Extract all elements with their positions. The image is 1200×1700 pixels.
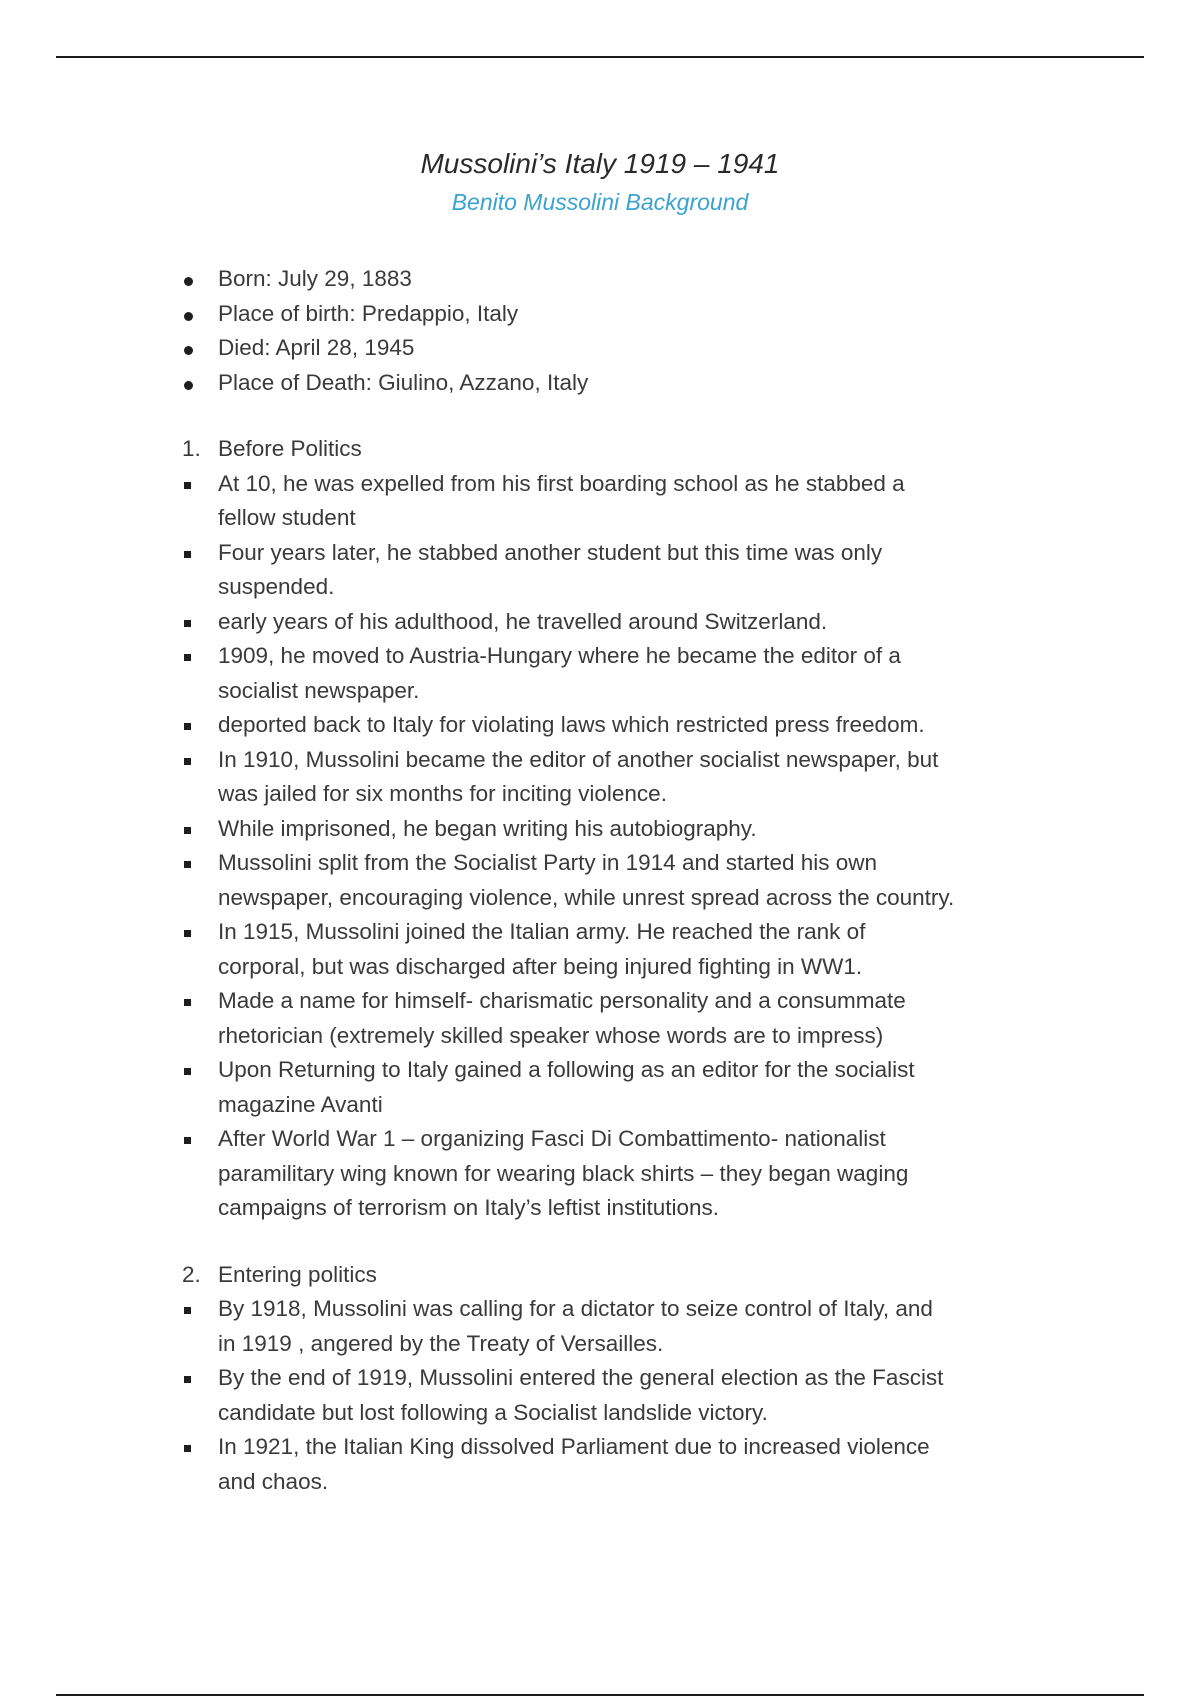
list-item-line [0,674,1200,709]
bullet-square-icon-shape [184,551,191,558]
list-item-line [0,915,1200,950]
bullet-dot-icon-shape [184,277,193,286]
list-item-line [0,708,1200,743]
list-item-line-text: socialist newspaper. [218,677,420,703]
list-item-line [0,1465,1200,1500]
list-item-line-text: At 10, he was expelled from his first boarding school as he stabbed a [218,470,905,496]
list-item-line-text: deported back to Italy for violating laws which restricted press freedom. [218,712,925,737]
fact-item [0,297,1200,332]
section-heading [0,432,1200,467]
list-item-line [0,846,1200,881]
list-item-line-text: Four years later, he stabbed another student but this time was only [218,539,883,565]
list-item-line [0,467,1200,502]
bottom-rule [56,1694,1144,1696]
list-item-line-text: rhetorician (extremely skilled speaker whose words are to impress) [218,1022,884,1048]
bullet-square-icon-shape [184,620,191,627]
bullet-square-icon-shape [184,654,191,661]
list-item-line-text: By the end of 1919, Mussolini entered the general election as the Fascist [218,1365,944,1390]
section-number-text: 2. [182,1261,201,1287]
list-item-line-text: Made a name for himself- charismatic personality and a consummate [218,988,906,1013]
list-item-line-text: By 1918, Mussolini was calling for a dictator to seize control of Italy, and [218,1296,933,1321]
bullet-square-icon-shape [184,999,191,1006]
page-title: Mussolini’s Italy 1919 – 1941 [420,148,780,179]
list-item-line-text: In 1910, Mussolini became the editor of another socialist newspaper, but [218,746,939,772]
fact-item-text: Born: July 29, 1883 [218,266,412,291]
bullet-square-icon-shape [184,1137,191,1144]
list-item-line-text: 1909, he moved to Austria-Hungary where he became the editor of a [218,643,901,668]
list-item-line [0,536,1200,571]
top-rule [56,56,1144,58]
list-item-line-text: While imprisoned, he began writing his autobiography. [218,815,757,841]
list-item-line [0,1361,1200,1396]
bullet-square-icon-shape [184,723,191,730]
list-item-line [0,777,1200,812]
list-item-line [0,1430,1200,1465]
list-item-line-text: in 1919 , angered by the Treaty of Versailles. [218,1330,664,1356]
section-heading [0,1258,1200,1293]
list-item-line-text: candidate but lost following a Socialist landslide victory. [218,1399,768,1425]
bullet-square-icon-shape [184,758,191,765]
fact-item [0,262,1200,297]
section-heading-text: Entering politics [218,1261,377,1287]
list-item-line [0,570,1200,605]
list-item-line-text: campaigns of terrorism on Italy’s leftist institutions. [218,1195,720,1220]
list-item-line [0,743,1200,778]
document-body [0,262,1200,1499]
bullet-square-icon-shape [184,827,191,834]
bullet-dot-icon-shape [184,346,193,355]
list-item-line-text: Mussolini split from the Socialist Party in 1914 and started his own [218,850,878,875]
bullet-square-icon-shape [184,930,191,937]
list-item-line [0,984,1200,1019]
list-item-line [0,812,1200,847]
list-item-line-text: Upon Returning to Italy gained a following as an editor for the socialist [218,1057,915,1082]
list-item-line [0,950,1200,985]
list-item-line [0,1191,1200,1226]
list-item-line [0,1292,1200,1327]
fact-item [0,331,1200,366]
list-item-line [0,1088,1200,1123]
list-item-line-text: early years of his adulthood, he travelled around Switzerland. [218,608,828,634]
bullet-dot-icon-shape [184,381,193,390]
list-item-line-text: and chaos. [218,1468,329,1494]
list-item-line-text: paramilitary wing known for wearing black shirts – they began waging [218,1160,909,1186]
fact-item-text: Died: April 28, 1945 [218,335,415,360]
list-item-line [0,881,1200,916]
list-item-line-text: In 1921, the Italian King dissolved Parliament due to increased violence [218,1434,930,1459]
list-item-line [0,605,1200,640]
bullet-square-icon-shape [184,1376,191,1383]
list-item-line [0,1327,1200,1362]
list-item-line [0,1157,1200,1192]
list-item-line-text: fellow student [218,505,356,530]
bullet-square-icon-shape [184,1445,191,1452]
fact-item-text: Place of birth: Predappio, Italy [218,300,519,326]
bullet-square-icon-shape [184,482,191,489]
bullet-square-icon-shape [184,1068,191,1075]
list-item-line-text: magazine Avanti [218,1091,383,1117]
list-item-line [0,1053,1200,1088]
list-item-line [0,1396,1200,1431]
section-heading-text: Before Politics [218,436,362,461]
bullet-dot-icon-shape [184,312,193,321]
section-number-text: 1. [182,436,201,461]
page-subtitle: Benito Mussolini Background [451,189,749,215]
list-item-line [0,1122,1200,1157]
list-item-line-text: newspaper, encouraging violence, while unrest spread across the country. [218,884,955,910]
list-item-line [0,501,1200,536]
list-item-line-text: In 1915, Mussolini joined the Italian army. He reached the rank of [218,919,866,944]
list-item-line-text: After World War 1 – organizing Fasci Di Combattimento- nationalist [218,1126,886,1151]
list-item-line [0,1019,1200,1054]
bullet-square-icon-shape [184,1307,191,1314]
bullet-square-icon-shape [184,861,191,868]
fact-item-text: Place of Death: Giulino, Azzano, Italy [218,369,589,395]
spacer [0,400,1200,432]
fact-item [0,366,1200,401]
list-item-line [0,639,1200,674]
list-item-line-text: corporal, but was discharged after being injured fighting in WW1. [218,953,863,979]
list-item-line-text: was jailed for six months for inciting violence. [218,781,667,806]
list-item-line-text: suspended. [218,574,335,599]
spacer [0,1226,1200,1258]
